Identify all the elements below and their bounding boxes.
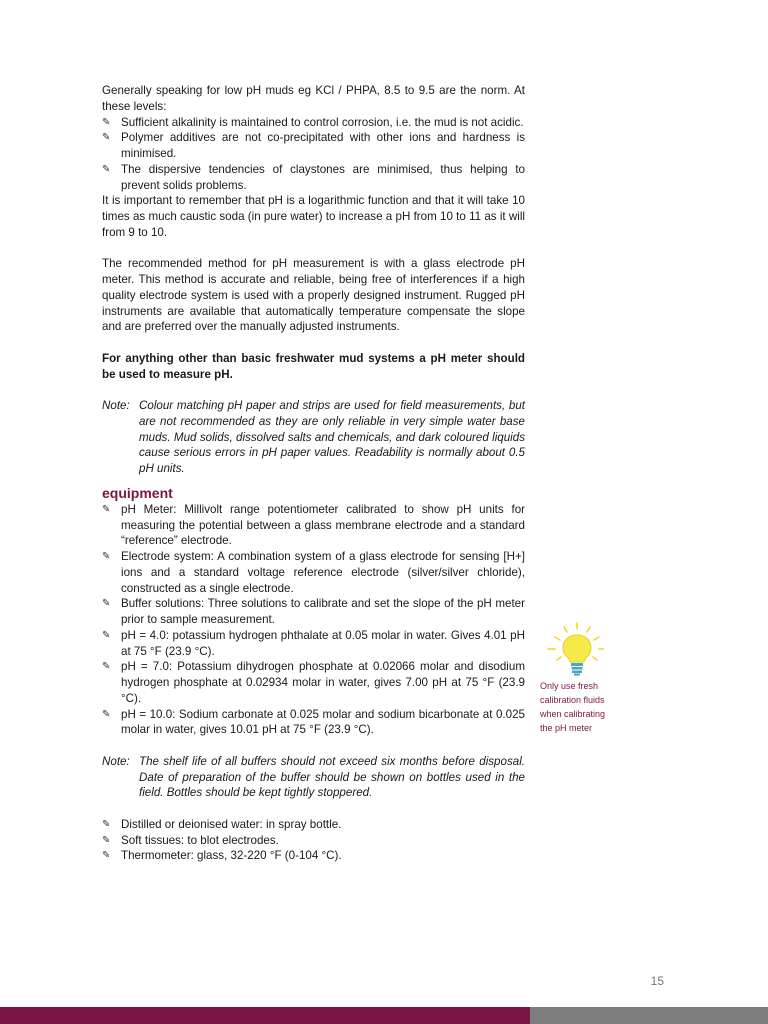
note-buffer-shelf-life: [102, 754, 525, 801]
bullet-icon: ✎: [102, 708, 111, 720]
list-item: ✎ pH = 7.0: Potassium dihydrogen phosphate at 0.02066 molar and disodium hydrogen phosphate at 0.02934 molar in water, gives 7.00 pH at 75 °F (23.9 °C).: [102, 660, 525, 705]
list-item: ✎ Thermometer: glass, 32-220 °F (0-104 °C).: [102, 849, 342, 863]
equipment-heading: equipment: [102, 484, 173, 501]
list-item: ✎ Electrode system: A combination system of a glass electrode for sensing [H+] ions and a standard voltage reference electrode (silver/silver chloride), constructed as a single electrode.: [102, 550, 525, 595]
note-label: Note:: [102, 399, 130, 412]
note-text: Colour matching pH paper and strips are used for field measurements, but are not recommended as they are only reliable in very simple water base muds. Mud solids, dissolved salts and chemicals, and dark coloured liquids cause serious errors in pH paper values. Readability is normally about 0.5 pH units.: [139, 399, 525, 475]
bullet-icon: ✎: [102, 551, 111, 562]
footer-bar-gray: [530, 1007, 768, 1024]
note-ph-paper: [102, 398, 525, 477]
page-number: 15: [650, 974, 664, 988]
bullet-icon: ✎: [102, 834, 111, 846]
method-paragraph: The recommended method for pH measurement is with a glass electrode pH meter. This method is accurate and reliable, being free of interferences if a high quality electrode system is used with a properly designed instrument. Rugged pH instruments are available that automatically temperature compensate the slope and are preferred over the manually adjusted instruments.: [102, 257, 525, 334]
bullet-icon: ✎: [102, 850, 111, 862]
logarithm-paragraph: It is important to remember that pH is a logarithmic function and that it will take 10 times as much caustic soda (in pure water) to increase a pH from 10 to 11 as it will from 9 to 10.: [102, 194, 525, 239]
bullet-icon: ✎: [102, 132, 111, 144]
list-item: ✎ Sufficient alkalinity is maintained to control corrosion, i.e. the mud is not acidic.: [102, 115, 524, 129]
equipment-bullet-list: [102, 502, 525, 738]
tip-text: Only use fresh calibration fluids when calibrating the pH meter: [540, 681, 606, 733]
list-item: ✎ The dispersive tendencies of claystones are minimised, thus helping to prevent solids problems.: [102, 162, 525, 192]
bold-recommendation: For anything other than basic freshwater mud systems a pH meter should be used to measure pH.: [102, 351, 525, 381]
intro-bullet-list: [102, 115, 525, 194]
margin-tip: [540, 620, 630, 735]
list-item: ✎ Distilled or deionised water: in spray bottle.: [102, 817, 342, 831]
supplies-bullet-list: [102, 817, 525, 864]
list-item: ✎ pH = 10.0: Sodium carbonate at 0.025 molar and sodium bicarbonate at 0.025 molar in water, gives 10.01 pH at 75 °F (23.9 °C).: [102, 707, 525, 737]
list-item: ✎ Polymer additives are not co-precipitated with other ions and hardness is minimised.: [102, 131, 525, 160]
bullet-icon: ✎: [102, 503, 111, 515]
bullet-icon: ✎: [102, 598, 111, 610]
bullet-icon: ✎: [102, 163, 111, 175]
bullet-icon: ✎: [102, 629, 111, 641]
list-item: ✎ pH Meter: Millivolt range potentiometer calibrated to show pH units for measuring the potential between a glass membrane electrode and a standard “reference” electrode.: [102, 502, 525, 548]
footer-bar-accent: [0, 1007, 530, 1024]
list-item: ✎ Buffer solutions: Three solutions to calibrate and set the slope of the pH meter prior to sample measurement.: [102, 597, 525, 626]
list-item: ✎ pH = 4.0: potassium hydrogen phthalate at 0.05 molar in water. Gives 4.01 pH at 75 °F (23.9 °C).: [102, 628, 525, 658]
list-item: ✎ Soft tissues: to blot electrodes.: [102, 833, 279, 847]
bullet-icon: ✎: [102, 116, 111, 128]
lightbulb-icon: [540, 620, 604, 676]
intro-paragraph: Generally speaking for low pH muds eg KCl / PHPA, 8.5 to 9.5 are the norm. At these levels:: [102, 84, 525, 113]
bullet-icon: ✎: [102, 661, 111, 673]
main-text-column: [102, 83, 525, 864]
note-text: The shelf life of all buffers should not exceed six months before disposal. Date of preparation of the buffer should be shown on bottles used in the field. Bottles should be kept tightly stoppered.: [139, 754, 525, 800]
bullet-icon: ✎: [102, 818, 111, 830]
note-label: Note:: [102, 754, 130, 768]
